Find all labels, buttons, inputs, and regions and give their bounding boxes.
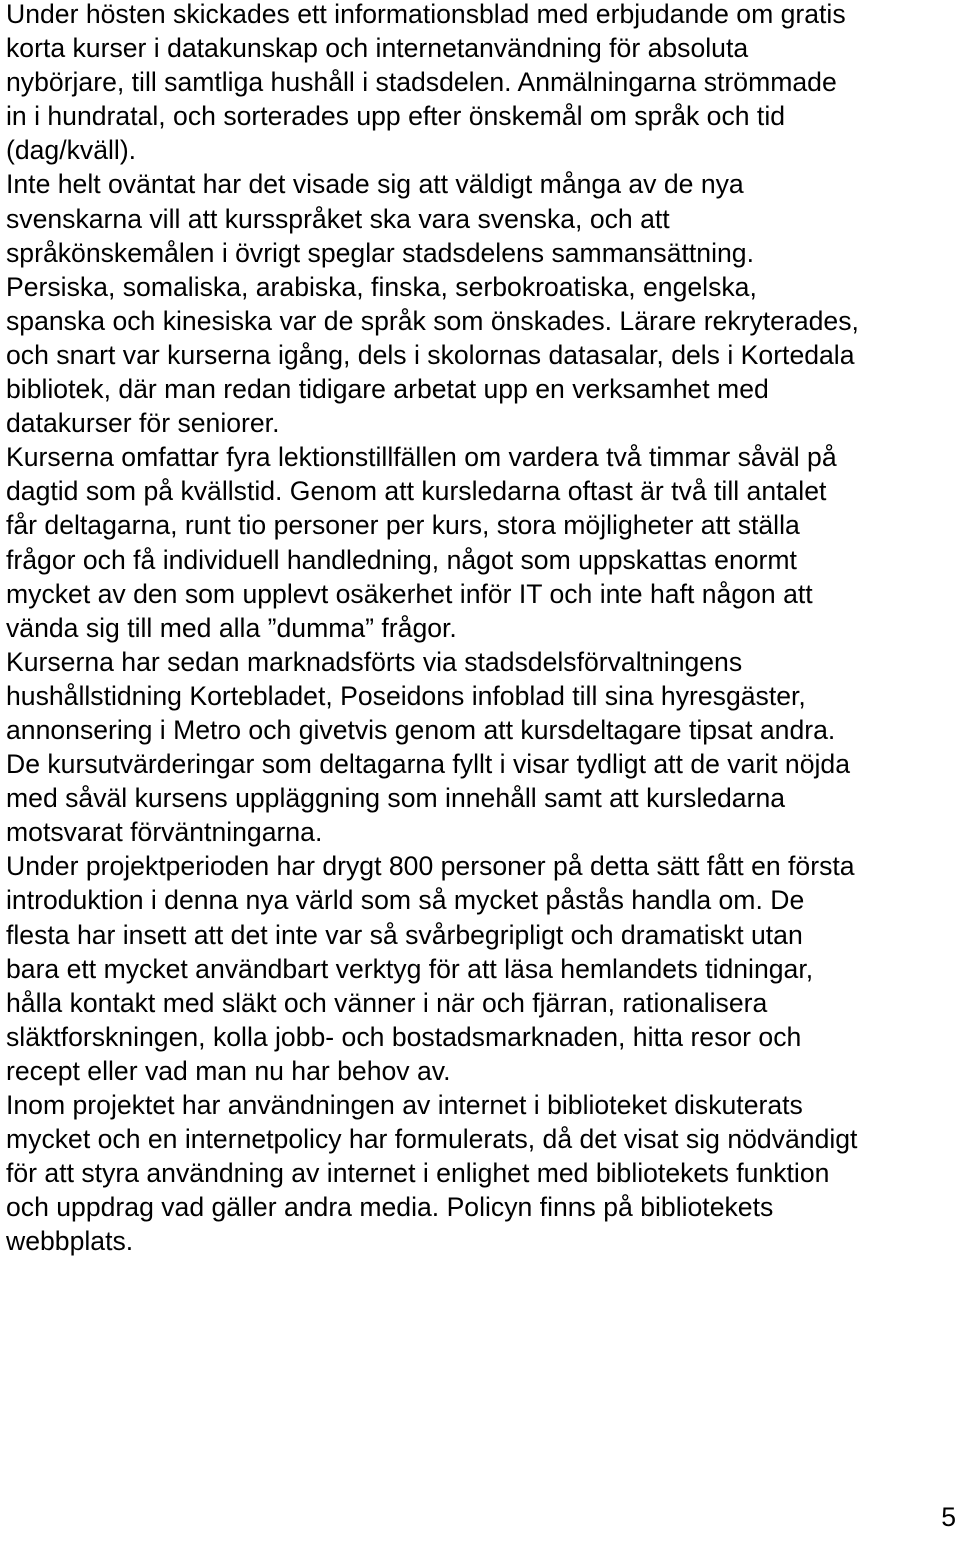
paragraph-requested-languages: Persiska, somaliska, arabiska, finska, serbokroatiska, engelska, spanska och kinesiska var de språk som önskades. Lärare rekryterades, och snart var kurserna igång, dels i skolornas datasalar, dels i Kortedala bibliotek, där man redan tidigare arbetat upp en verksamhet med datakurser för seniorer. xyxy=(6,271,859,439)
page-number: 5 xyxy=(941,1502,956,1532)
paragraph-evaluations: De kursutvärderingar som deltagarna fyllt i visar tydligt att de varit nöjda med såväl kursens uppläggning som innehåll samt att kursledarna motsvarat förväntningarna. xyxy=(6,749,851,848)
paragraph-marketing: Kurserna har sedan marknadsförts via stadsdelsförvaltningens hushållstidning Kortebladet, Poseidons infoblad till sina hyresgäster, annonsering i Metro och givetvis genom att kursdeltagare tipsat andra. xyxy=(6,646,836,745)
paragraph-course-format: Kurserna omfattar fyra lektionstillfällen om vardera två timmar såväl på dagtid som på kvällstid. Genom att kursledarna oftast är två till antalet får deltagarna, runt tio personer per kurs, stora möjligheter att ställa frågor och få individuell handledning, något som uppskattas enormt mycket av den som upplevt osäkerhet inför IT och inte haft någon att vända sig till med alla ”dumma” frågor. xyxy=(6,442,837,643)
paragraph-registration: Under hösten skickades ett informationsblad med erbjudande om gratis korta kurser i datakunskap och internetanvändning för absoluta nybörjare, till samtliga hushåll i stadsdelen. Anmälningarna strömmade in i hundratal, och sorterades upp efter önskemål om språk och tid (dag/kväll). xyxy=(6,0,846,166)
paragraph-internet-policy: Inom projektet har användningen av internet i biblioteket diskuterats mycket och en internetpolicy har formulerats, då det visat sig nödvändigt för att styra användning av internet i enlighet med bibliotekets funktion och uppdrag vad gäller andra media. Policyn finns på bibliotekets webbplats. xyxy=(6,1090,858,1257)
body-text xyxy=(6,0,958,1258)
paragraph-project-results: Under projektperioden har drygt 800 personer på detta sätt fått en första introduktion i denna nya värld som så mycket påstås handla om. De flesta har insett att det inte var så svårbegripligt och dramatiskt utan bara ett mycket användbart verktyg för att läsa hemlandets tidningar, hålla kontakt med släkt och vänner i när och fjärran, rationalisera släktforskningen, kolla jobb- och bostadsmarknaden, hitta resor och recept eller vad man nu har behov av. xyxy=(6,851,855,1086)
paragraph-language-preference: Inte helt oväntat har det visade sig att väldigt många av de nya svenskarna vill att kursspråket ska vara svenska, och att språkönskemålen i övrigt speglar stadsdelens sammansättning. xyxy=(6,169,754,268)
